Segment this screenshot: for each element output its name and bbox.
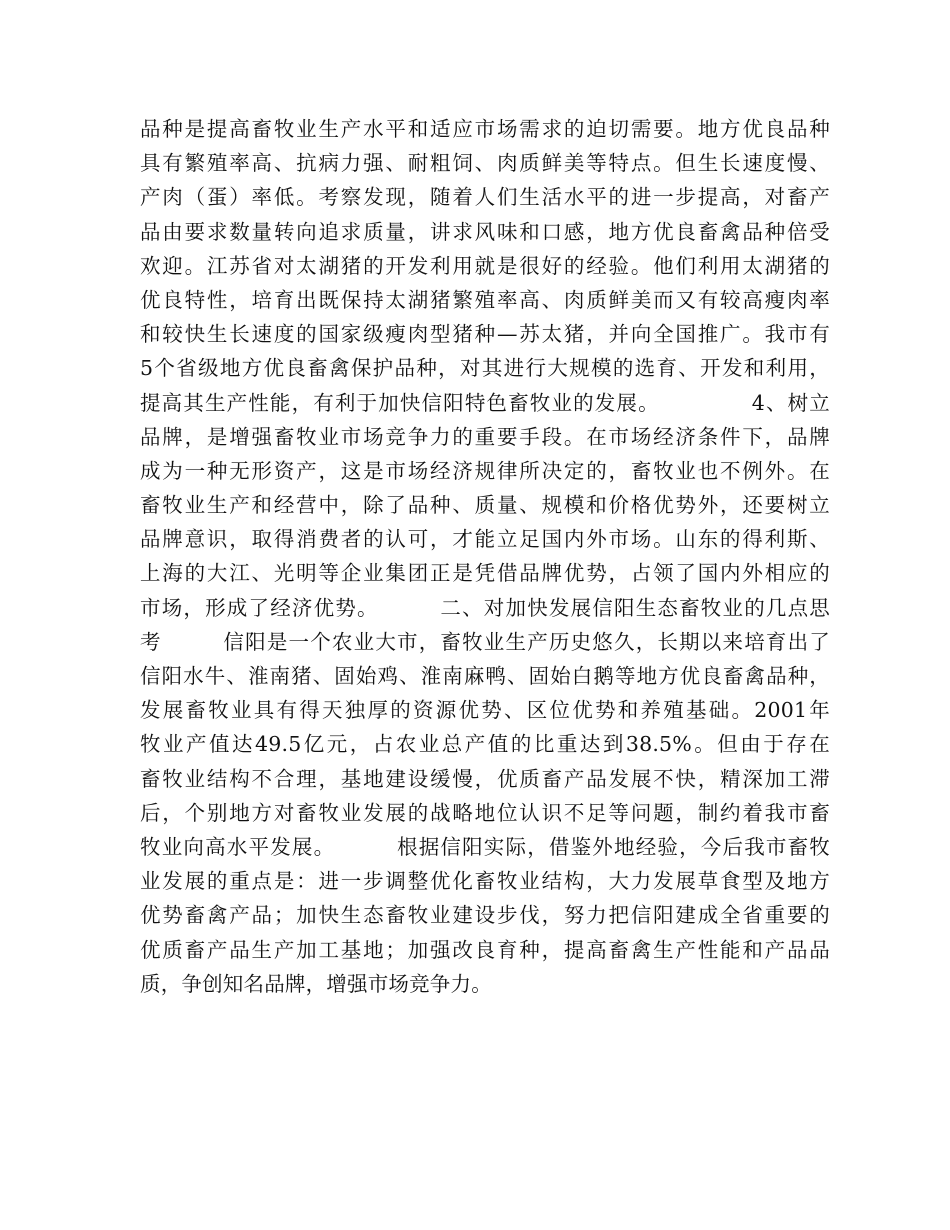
text-line-last: 质，争创知名品牌，增强市场竞争力。 (140, 971, 492, 996)
text-line: 5个省级地方优良畜禽保护品种，对其进行大规模的选育、开发和利用， (140, 356, 830, 381)
text-line: 考 信阳是一个农业大市，畜牧业生产历史悠久，长期以来培育出了 (140, 629, 830, 654)
text-line: 品牌，是增强畜牧业市场竞争力的重要手段。在市场经济条件下，品牌 (140, 424, 830, 449)
text-line: 牧业向高水平发展。 根据信阳实际，借鉴外地经验，今后我市畜牧 (140, 834, 830, 859)
text-line: 品种是提高畜牧业生产水平和适应市场需求的迫切需要。地方优良品种 (140, 117, 830, 141)
text-line: 和较快生长速度的国家级瘦肉型猪种—苏太猪，并向全国推广。我市有 (140, 322, 830, 347)
text-line: 品牌意识，取得消费者的认可，才能立足国内外市场。山东的得利斯、 (140, 527, 830, 552)
text-line: 畜牧业结构不合理，基地建设缓慢，优质畜产品发展不快，精深加工滞 (140, 766, 830, 791)
text-line: 发展畜牧业具有得天独厚的资源优势、区位优势和养殖基础。2001年 (140, 698, 830, 723)
text-line: 优势畜禽产品；加快生态畜牧业建设步伐，努力把信阳建成全省重要的 (140, 903, 830, 928)
text-line: 成为一种无形资产，这是市场经济规律所决定的，畜牧业也不例外。在 (140, 458, 830, 483)
text-line: 产肉（蛋）率低。考察发现，随着人们生活水平的进一步提高，对畜产 (140, 185, 830, 210)
text-line: 欢迎。江苏省对太湖猪的开发利用就是很好的经验。他们利用太湖猪的 (140, 253, 830, 278)
body-text (140, 112, 830, 1001)
text-line: 上海的大江、光明等企业集团正是凭借品牌优势，占领了国内外相应的 (140, 561, 830, 586)
text-line: 市场，形成了经济优势。 二、对加快发展信阳生态畜牧业的几点思 (140, 595, 830, 620)
text-line: 牧业产值达49.5亿元，占农业总产值的比重达到38.5%。但由于存在 (140, 732, 830, 757)
text-line: 业发展的重点是：进一步调整优化畜牧业结构，大力发展草食型及地方 (140, 869, 830, 894)
text-line: 提高其生产性能，有利于加快信阳特色畜牧业的发展。 4、树立 (140, 390, 830, 415)
text-line: 信阳水牛、淮南猪、固始鸡、淮南麻鸭、固始白鹅等地方优良畜禽品种， (140, 664, 830, 688)
text-line: 具有繁殖率高、抗病力强、耐粗饲、肉质鲜美等特点。但生长速度慢、 (140, 151, 830, 176)
text-line: 畜牧业生产和经营中，除了品种、质量、规模和价格优势外，还要树立 (140, 493, 830, 518)
text-line: 品由要求数量转向追求质量，讲求风味和口感，地方优良畜禽品种倍受 (140, 219, 830, 244)
text-line: 优良特性，培育出既保持太湖猪繁殖率高、肉质鲜美而又有较高瘦肉率 (140, 287, 830, 312)
text-line: 优质畜产品生产加工基地；加强改良育种，提高畜禽生产性能和产品品 (140, 937, 830, 962)
text-line: 后，个别地方对畜牧业发展的战略地位认识不足等问题，制约着我市畜 (140, 800, 830, 825)
